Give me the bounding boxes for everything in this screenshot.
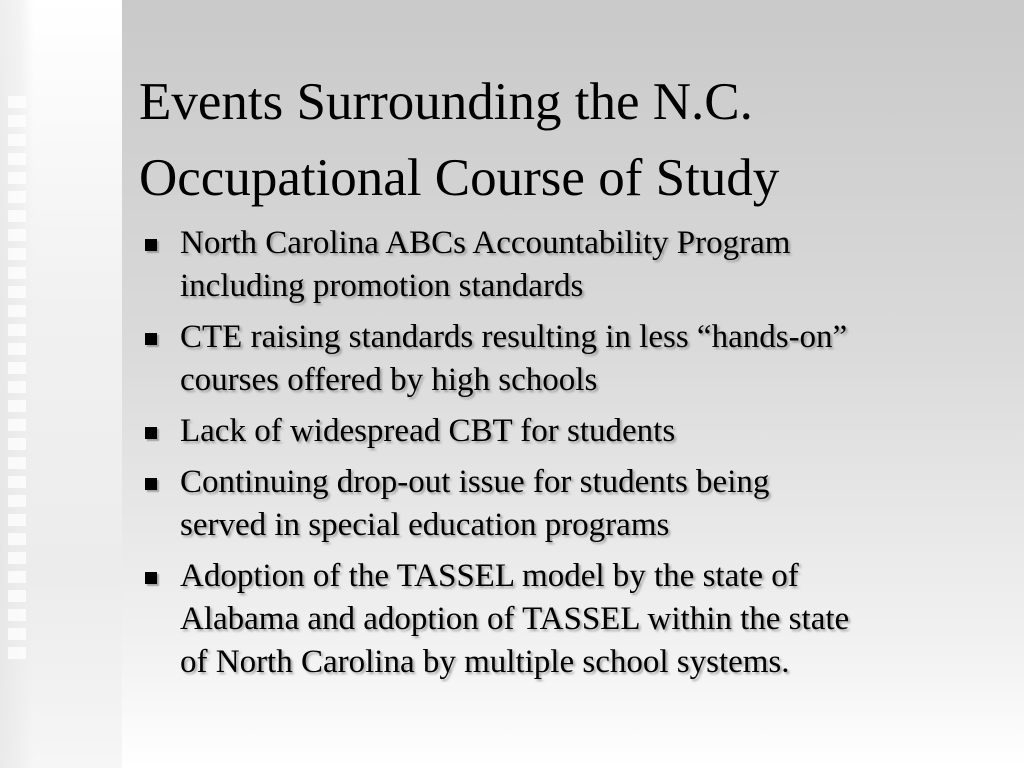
square-bullet-icon [145, 239, 157, 251]
square-bullet-icon [145, 427, 157, 439]
bullet-item [142, 461, 1002, 547]
bullet-line: courses offered by high schools [180, 362, 598, 398]
bullet-line: Alabama and adoption of TASSEL within the state [180, 601, 850, 637]
bullet-item [142, 555, 1002, 684]
bullet-line: of North Carolina by multiple school systems. [180, 644, 790, 680]
left-decorative-strip [0, 0, 122, 768]
square-bullet-icon [145, 333, 157, 345]
bullet-item [142, 222, 1002, 308]
bullet-text [180, 316, 1002, 402]
bullet-line: Lack of widespread CBT for students [180, 413, 676, 449]
bullet-item [142, 410, 1002, 453]
bullet-line: CTE raising standards resulting in less “hands-on” [180, 319, 848, 355]
bullet-line: Adoption of the TASSEL model by the state of [180, 558, 799, 594]
bullet-line: Continuing drop-out issue for students being [180, 464, 770, 500]
slide-title [139, 64, 999, 216]
title-line: Occupational Course of Study [139, 149, 780, 207]
bullet-line: served in special education programs [180, 507, 670, 543]
bullet-text [180, 555, 1002, 684]
bullet-item [142, 316, 1002, 402]
square-bullet-icon [145, 478, 157, 490]
title-line: Events Surrounding the N.C. [139, 73, 753, 131]
bullet-text [180, 222, 1002, 308]
bullet-line: North Carolina ABCs Accountability Program [180, 225, 791, 261]
bullet-list [142, 222, 1002, 692]
film-strip-holes [8, 96, 26, 666]
bullet-text [180, 410, 1002, 453]
bullet-text [180, 461, 1002, 547]
square-bullet-icon [145, 572, 157, 584]
bullet-line: including promotion standards [180, 268, 584, 304]
